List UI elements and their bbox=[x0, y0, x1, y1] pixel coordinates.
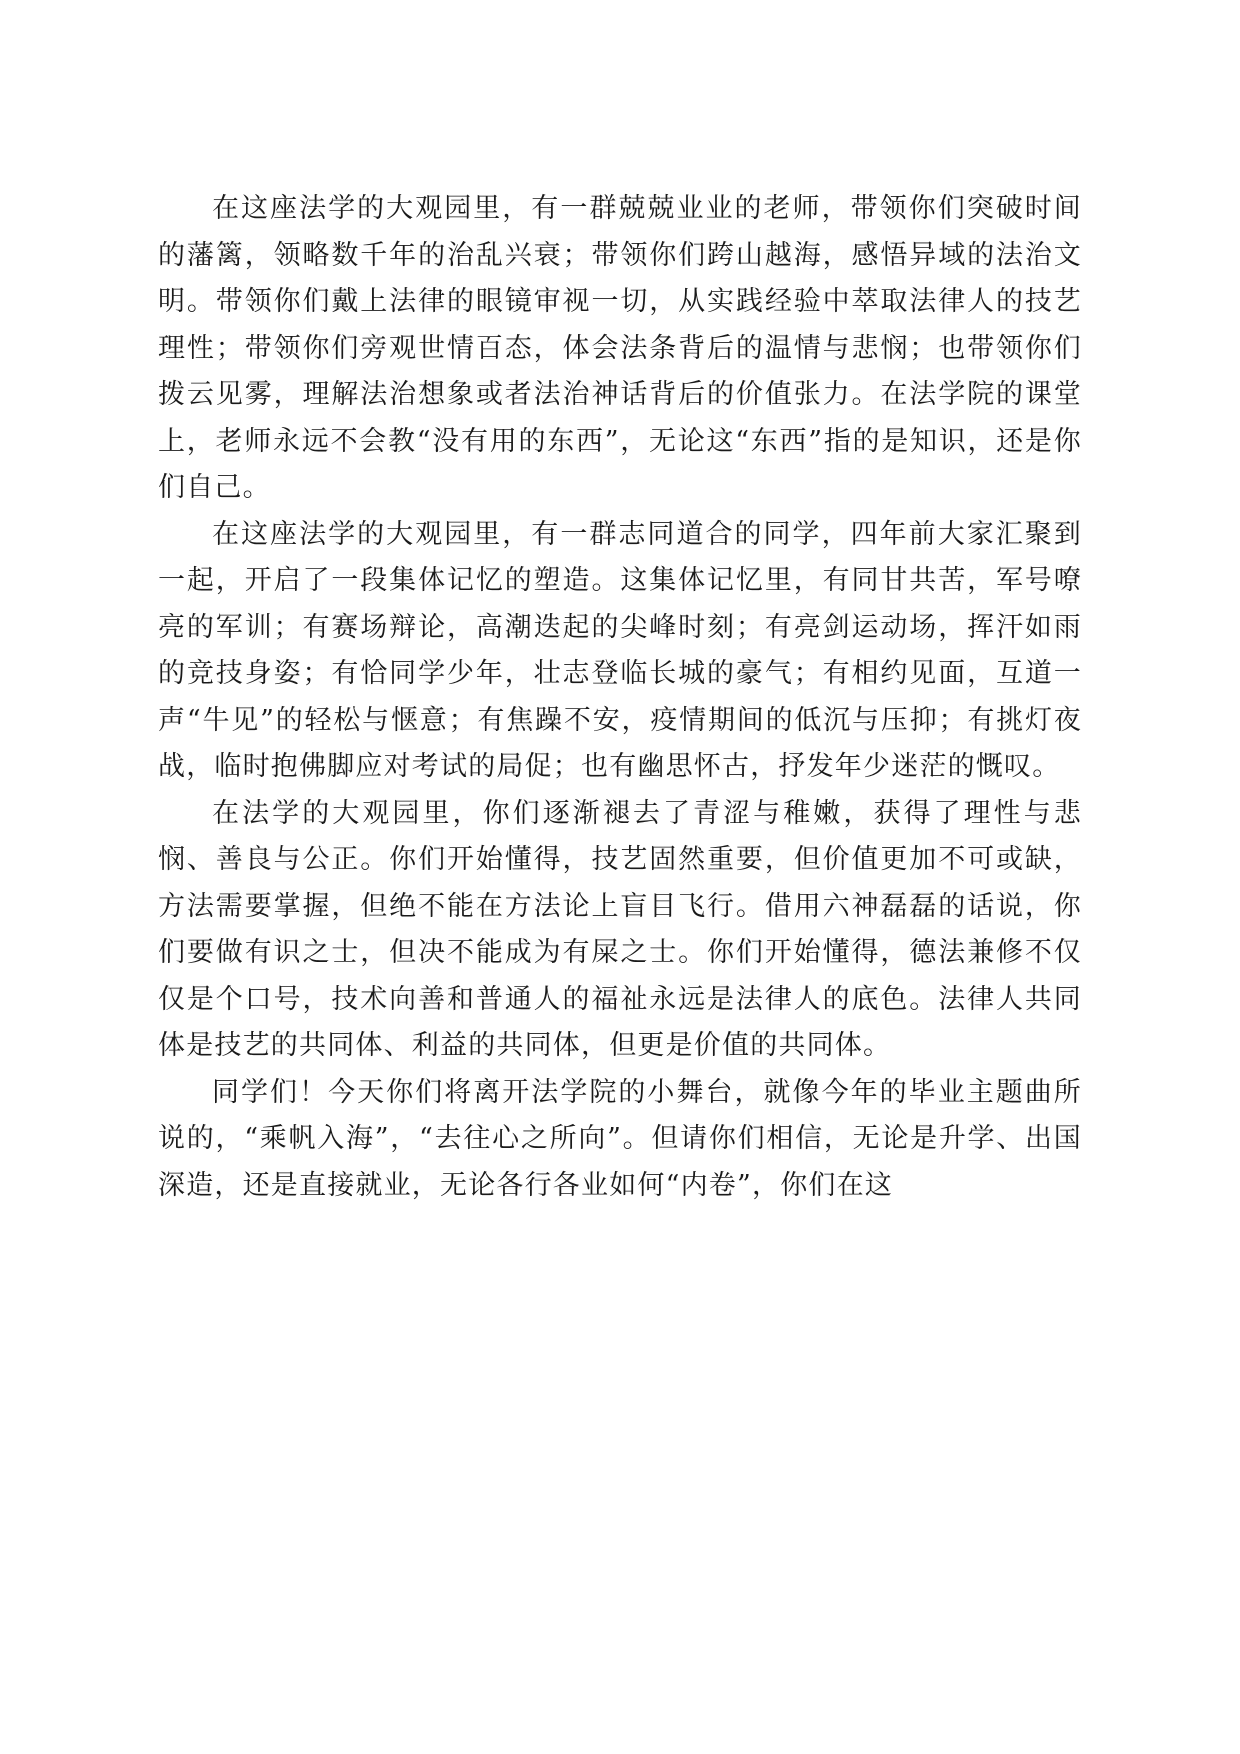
paragraph-classmates: 在这座法学的大观园里，有一群志同道合的同学，四年前大家汇聚到一起，开启了一段集体记忆的塑造。这集体记忆里，有同甘共苦，军号嘹亮的军训；有赛场辩论，高潮迭起的尖峰时刻；有亮剑运动场，挥汗如雨的竞技身姿；有恰同学少年，壮志登临长城的豪气；有相约见面，互道一声“牛见”的轻松与惬意；有焦躁不安，疫情期间的低沉与压抑；有挑灯夜战，临时抱佛脚应对考试的局促；也有幽思怀古，抒发年少迷茫的慨叹。 bbox=[158, 518, 1082, 782]
paragraph-farewell: 同学们！今天你们将离开法学院的小舞台，就像今年的毕业主题曲所说的，“乘帆入海”，“去往心之所向”。但请你们相信，无论是升学、出国深造，还是直接就业，无论各行各业如何“内卷”，你们在这 bbox=[158, 1076, 1082, 1201]
paragraph-teachers: 在这座法学的大观园里，有一群兢兢业业的老师，带领你们突破时间的藩篱，领略数千年的治乱兴衰；带领你们跨山越海，感悟异域的法治文明。带领你们戴上法律的眼镜审视一切，从实践经验中萃取法律人的技艺理性；带领你们旁观世情百态，体会法条背后的温情与悲悯；也带领你们拨云见雾，理解法治想象或者法治神话背后的价值张力。在法学院的课堂上，老师永远不会教“没有用的东西”，无论这“东西”指的是知识，还是你们自己。 bbox=[158, 193, 1082, 503]
paragraph-growth: 在法学的大观园里，你们逐渐褪去了青涩与稚嫩，获得了理性与悲悯、善良与公正。你们开始懂得，技艺固然重要，但价值更加不可或缺，方法需要掌握，但绝不能在方法论上盲目飞行。借用六神磊磊的话说，你们要做有识之士，但决不能成为有屎之士。你们开始懂得，德法兼修不仅仅是个口号，技术向善和普通人的福祉永远是法律人的底色。法律人共同体是技艺的共同体、利益的共同体，但更是价值的共同体。 bbox=[158, 797, 1082, 1061]
document-body bbox=[158, 186, 1082, 1209]
